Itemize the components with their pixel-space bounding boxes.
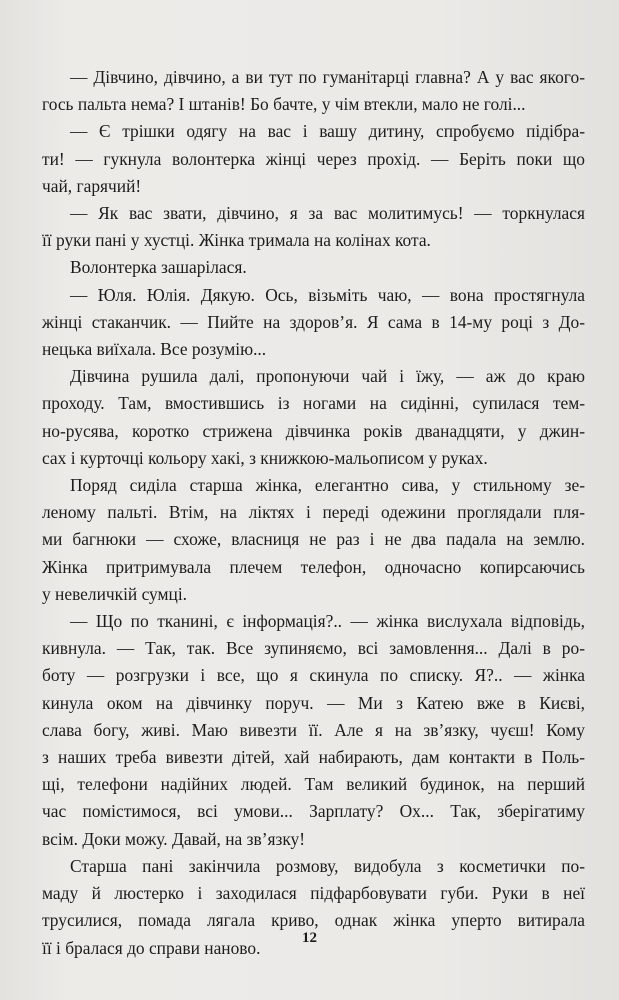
text-line: Волонтерка зашарілася. (70, 257, 247, 278)
body-text (42, 64, 585, 962)
text-line: слава богу, живі. Маю вивезти її. Але я на зв’язку, чуєш! Кому (42, 719, 585, 740)
text-line: у невеличкій сумці. (42, 583, 188, 604)
page-number: 12 (302, 930, 317, 946)
text-line: — Дівчино, дівчино, а ви тут по гуманітарці главна? А у вас якого- (70, 67, 585, 87)
text-line: трусилися, помада лягала криво, однак жінка уперто витирала (42, 910, 585, 931)
text-line: її руки пані у хустці. Жінка тримала на колінах кота. (42, 230, 431, 251)
text-line: Жінка притримувала плечем телефон, одночасно копирсаючись (42, 556, 585, 577)
text-line: сах і курточці кольору хакі, з книжкою-мальописом у руках. (42, 447, 488, 468)
text-line: Старша пані закінчила розмову, видобула з косметички по- (70, 855, 585, 876)
text-line: — Що по тканині, є інформація?.. — жінка вислухала відповідь, (70, 611, 585, 632)
text-line: всім. Доки можу. Давай, на зв’язку! (42, 828, 306, 849)
text-line: кинула оком на дівчинку поруч. — Ми з Катею вже в Києві, (42, 692, 585, 713)
text-line: маду й люстерко і заходилася підфарбовувати губи. Руки в неї (42, 883, 585, 904)
text-line: но-русява, коротко стрижена дівчинка років дванадцяти, у джин- (42, 420, 585, 441)
text-line: чай, гарячий! (42, 175, 142, 196)
text-line: — Юля. Юлія. Дякую. Ось, візьміть чаю, — вона простягнула (70, 284, 585, 305)
text-line: проходу. Там, вмостившись із ногами на сидінні, супилася тем- (42, 393, 585, 414)
text-line: час помістимося, всі умови... Зарплату? Ох... Так, зберігатиму (42, 801, 585, 822)
text-line: з наших треба вивезти дітей, хай набирають, дам контакти в Поль- (42, 747, 585, 768)
text-line: ти! — гукнула волонтерка жінці через прохід. — Беріть поки що (42, 148, 585, 169)
text-line: жінці стаканчик. — Пийте на здоров’я. Я сама в 14-му році з До- (42, 311, 585, 332)
text-line: Поряд сиділа старша жінка, елегантно сива, у стильному зе- (70, 475, 585, 496)
text-line: — Є трішки одягу на вас і вашу дитину, спробуємо підібра- (70, 121, 585, 142)
text-line: леному пальті. Втім, на ліктях і переді одежини проглядали пля- (42, 502, 585, 523)
text-line: кивнула. — Так, так. Все зупиняємо, всі замовлення... Далі в ро- (42, 638, 585, 659)
text-line: гось пальта нема? І штанів! Бо бачте, у чім втекли, мало не голі... (42, 94, 526, 115)
text-line: Дівчина рушила далі, пропонуючи чай і їжу, — аж до краю (70, 366, 585, 387)
text-line: нецька виїхала. Все розумію... (42, 339, 267, 360)
text-line: щі, телефони надійних людей. Там великий будинок, на перший (42, 774, 585, 795)
text-line: ми багнюки — схоже, власниця не раз і не два падала на землю. (42, 529, 585, 550)
text-line: боту — розгрузки і все, що я скинула по списку. Я?.. — жінка (42, 665, 585, 686)
text-line: її і бралася до справи наново. (42, 937, 261, 958)
text-line: — Як вас звати, дівчино, я за вас молитимусь! — торкнулася (70, 203, 585, 224)
